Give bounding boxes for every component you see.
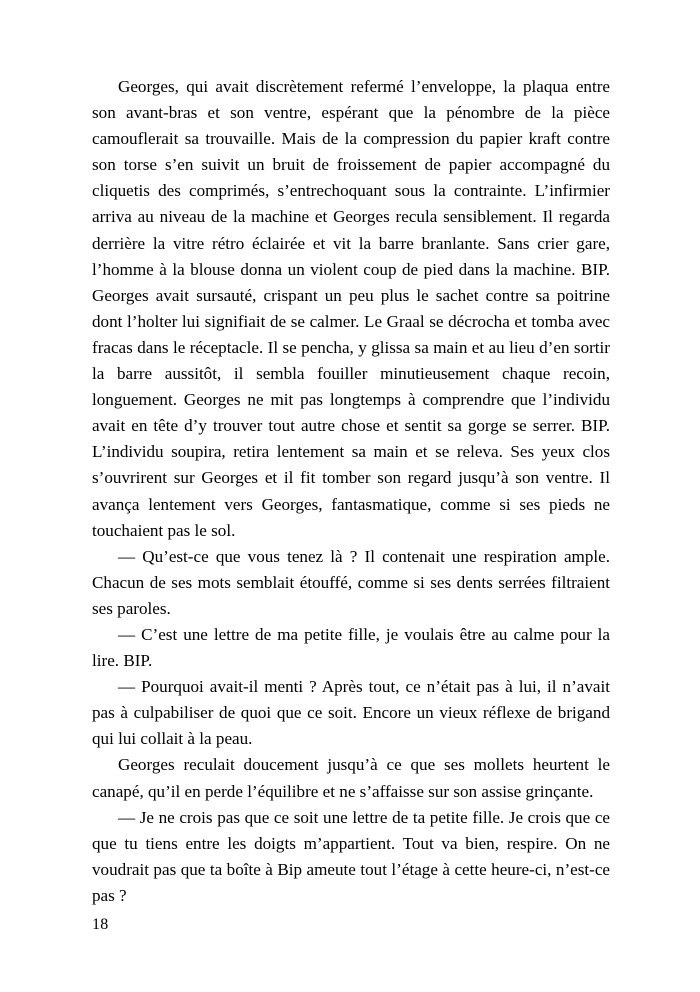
paragraph: — Je ne crois pas que ce soit une lettre de ta petite fille. Je crois que ce que tu tiens entre les doigts m’appartient. Tout va bien, respire. On ne voudrait pas que ta boîte à Bip ameute tout l’étage à cette heure-ci, n’est-ce pas ? (92, 807, 610, 905)
paragraph: — Qu’est-ce que vous tenez là ? Il contenait une respiration ample. Chacun de ses mots semblait étouffé, comme si ses dents serrées filtraient ses paroles. (92, 546, 610, 618)
paragraph: — C’est une lettre de ma petite fille, je voulais être au calme pour la lire. BIP. (92, 624, 610, 671)
paragraph: Georges, qui avait discrètement refermé l’enveloppe, la plaqua entre son avant-bras et son ventre, espérant que la pénombre de la pièce camouflerait sa trouvaille. Mais de la compression du papier kraft contre son torse s’en suivit un bruit de froissement de papier accompagné du cliquetis des comprimés, s’entrechoquant sous la contrainte. L’infirmier arriva au niveau de la machine et Georges recula sensiblement. Il regarda derrière la vitre rétro éclairée et vit la barre branlante. Sans crier gare, l’homme à la blouse donna un violent coup de pied dans la machine. BIP. Georges avait sursauté, crispant un peu plus le sachet contre sa poitrine dont l’holter lui signifiait de se calmer. Le Graal se décrocha et tomba avec fracas dans le réceptacle. Il se pencha, y glissa sa main et au lieu d’en sortir la barre aussitôt, il sembla fouiller minutieusement chaque recoin, longuement. Georges ne mit pas longtemps à comprendre que l’individu avait en tête d’y trouver tout autre chose et sentit sa gorge se serrer. BIP. L’individu soupira, retira lentement sa main et se releva. Ses yeux clos s’ouvrirent sur Georges et il fit tomber son regard jusqu’à son ventre. Il avança lentement vers Georges, fantasmatique, comme si ses pieds ne touchaient pas le sol. (92, 77, 610, 540)
paragraph: — Pourquoi avait-il menti ? Après tout, ce n’était pas à lui, il n’avait pas à culpabiliser de quoi que ce soit. Encore un vieux réflexe de brigand qui lui collait à la peau. (92, 677, 610, 749)
page-text-body (92, 74, 610, 909)
page-number: 18 (92, 916, 109, 933)
paragraph: Georges reculait doucement jusqu’à ce que ses mollets heurtent le canapé, qu’il en perde l’équilibre et ne s’affaisse sur son assise grinçante. (92, 755, 610, 801)
